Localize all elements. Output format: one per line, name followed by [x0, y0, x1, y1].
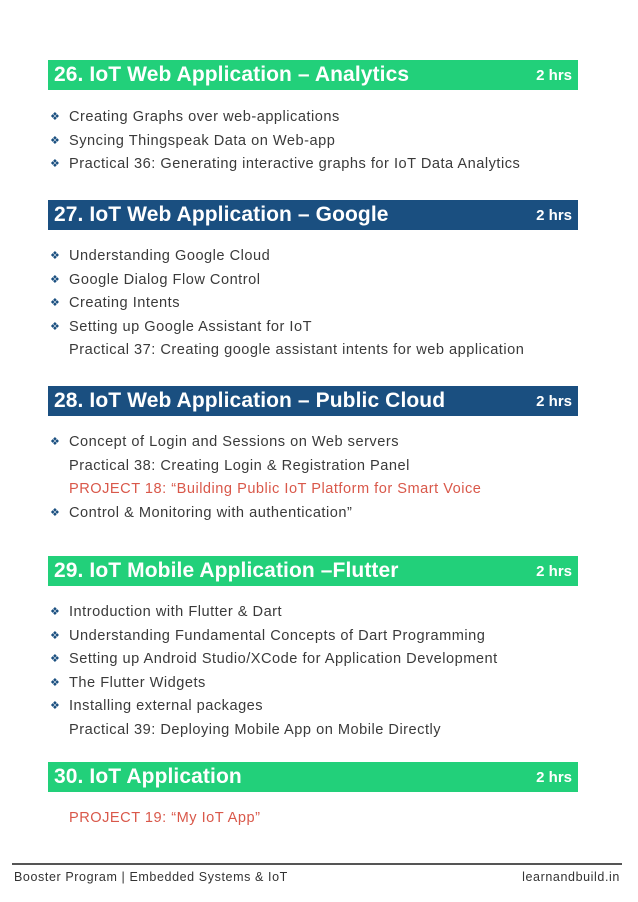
- list-item: ❖ Creating Intents: [48, 292, 524, 316]
- section-banner: [48, 60, 578, 90]
- footer-website: learnandbuild.in: [522, 870, 620, 884]
- topic-list: [48, 245, 524, 363]
- section-title: 27. IoT Web Application – Google: [54, 203, 389, 226]
- list-item: ❖ Understanding Google Cloud: [48, 245, 524, 269]
- list-item: Practical 37: Creating google assistant intents for web application: [69, 342, 525, 359]
- list-item: ❖ Syncing Thingspeak Data on Web-app: [48, 130, 520, 154]
- section-27: [48, 200, 578, 359]
- section-title: 29. IoT Mobile Application –Flutter: [54, 559, 399, 582]
- diamond-bullet-icon: ❖: [50, 320, 61, 333]
- diamond-bullet-icon: ❖: [50, 606, 61, 618]
- section-duration: 2 hrs: [536, 66, 572, 84]
- diamond-bullet-icon: ❖: [50, 134, 61, 147]
- list-item: ❖ Setting up Android Studio/XCode for Application Development: [48, 648, 498, 672]
- section-banner: [48, 762, 578, 792]
- section-title: 26. IoT Web Application – Analytics: [54, 63, 410, 86]
- topic-list: [48, 807, 261, 831]
- list-item: ❖ Practical 36: Generating interactive graphs for IoT Data Analytics: [48, 153, 520, 177]
- list-item: ❖ Creating Graphs over web-applications: [48, 106, 520, 130]
- topic-list: [48, 106, 520, 177]
- footer-divider: [12, 863, 622, 865]
- topic-list: [48, 601, 498, 743]
- diamond-bullet-icon: ❖: [50, 250, 61, 262]
- diamond-bullet-icon: ❖: [50, 158, 61, 171]
- list-item: ❖ The Flutter Widgets: [48, 672, 498, 696]
- footer-program-label: Booster Program | Embedded Systems & IoT: [14, 870, 288, 884]
- diamond-bullet-icon: ❖: [50, 629, 61, 642]
- list-item: ❖ Concept of Login and Sessions on Web servers: [48, 431, 481, 455]
- section-28: [48, 386, 578, 521]
- diamond-bullet-icon: ❖: [50, 653, 61, 666]
- diamond-bullet-icon: ❖: [50, 111, 61, 123]
- diamond-bullet-icon: ❖: [50, 297, 61, 310]
- list-item: Practical 39: Deploying Mobile App on Mobile Directly: [69, 721, 442, 738]
- section-banner: [48, 556, 578, 586]
- section-29: [48, 556, 578, 738]
- list-item: ❖ Installing external packages: [48, 695, 498, 719]
- list-item: ❖ Understanding Fundamental Concepts of Dart Programming: [48, 625, 498, 649]
- section-title: 30. IoT Application: [54, 765, 242, 788]
- list-item: ❖ Setting up Google Assistant for IoT: [48, 316, 524, 340]
- list-item: ❖ Control & Monitoring with authentication”: [48, 502, 481, 526]
- diamond-bullet-icon: ❖: [50, 436, 61, 448]
- topic-list: [48, 431, 481, 525]
- section-banner: [48, 386, 578, 416]
- section-duration: 2 hrs: [536, 206, 572, 224]
- list-item: Practical 38: Creating Login & Registration Panel: [69, 457, 410, 474]
- diamond-bullet-icon: ❖: [50, 676, 61, 689]
- project-item: PROJECT 19: “My IoT App”: [69, 810, 261, 826]
- diamond-bullet-icon: ❖: [50, 273, 61, 286]
- section-26: [48, 60, 578, 173]
- list-item: ❖ Google Dialog Flow Control: [48, 269, 524, 293]
- section-banner: [48, 200, 578, 230]
- diamond-bullet-icon: ❖: [50, 700, 61, 713]
- list-item: ❖ Introduction with Flutter & Dart: [48, 601, 498, 625]
- section-30: [48, 762, 578, 826]
- section-title: 28. IoT Web Application – Public Cloud: [54, 389, 446, 412]
- section-duration: 2 hrs: [536, 392, 572, 410]
- section-duration: 2 hrs: [536, 768, 572, 786]
- diamond-bullet-icon: ❖: [50, 506, 61, 519]
- section-duration: 2 hrs: [536, 562, 572, 580]
- project-item: PROJECT 18: “Building Public IoT Platform for Smart Voice: [69, 481, 482, 498]
